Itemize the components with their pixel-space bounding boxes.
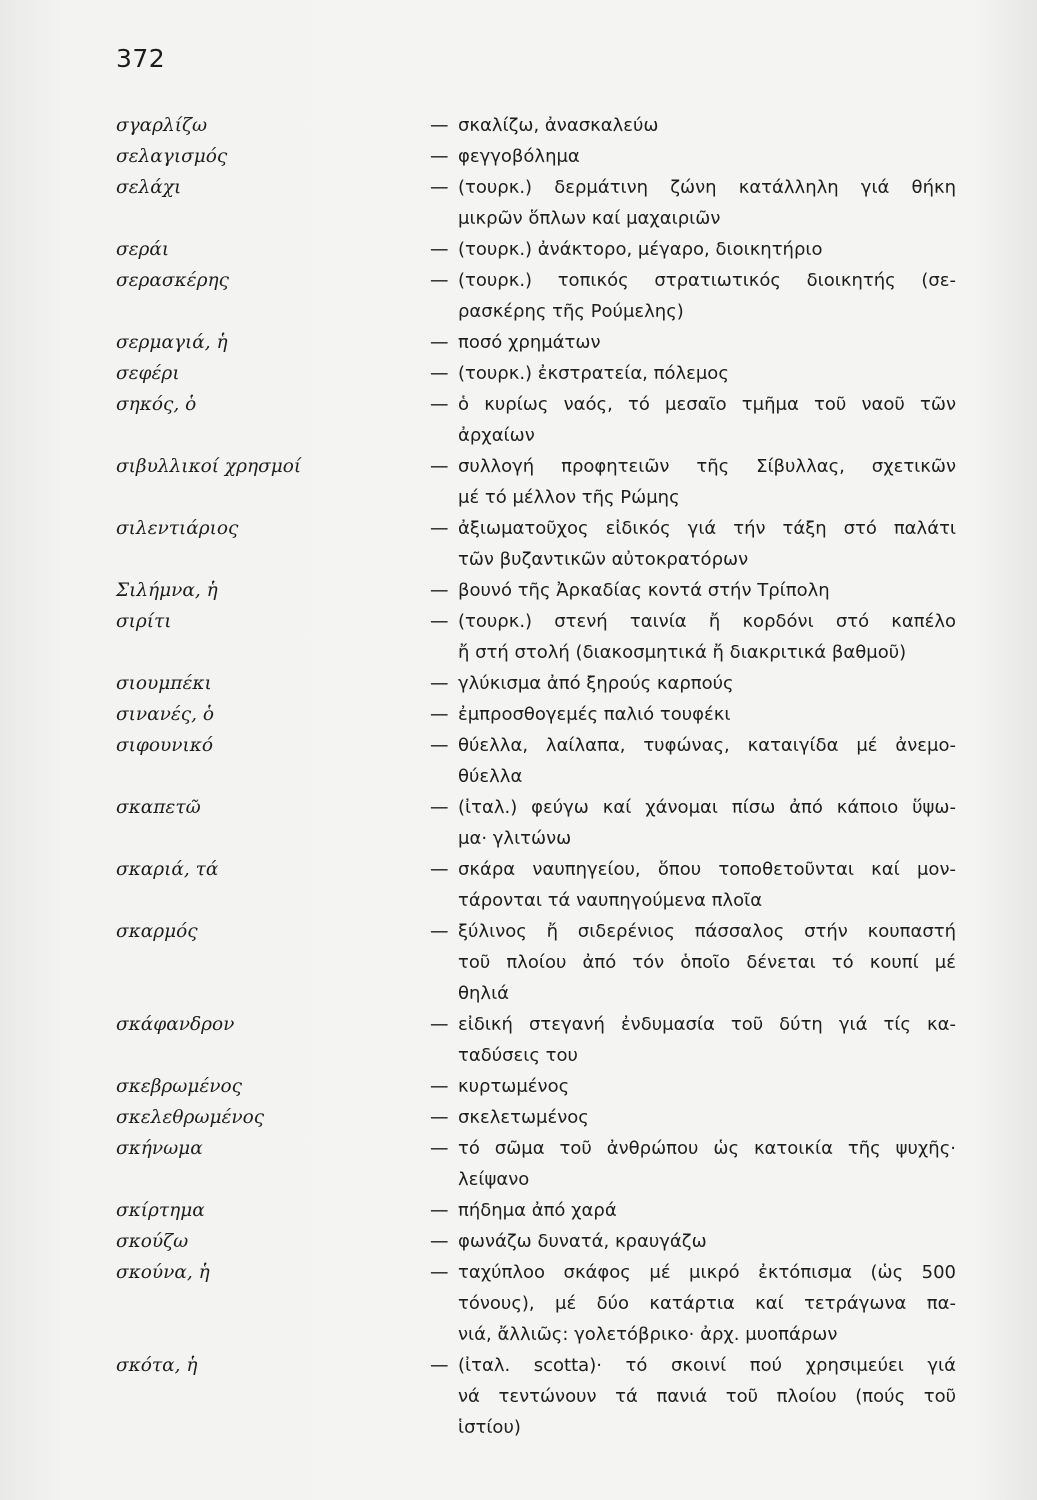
glossary-entry xyxy=(0,1133,1037,1195)
entry-dash: — xyxy=(430,859,449,880)
entry-definition xyxy=(458,1195,956,1226)
entry-definition xyxy=(458,1350,956,1443)
entry-term: σερασκέρης xyxy=(116,270,229,291)
definition-line: (τουρκ.) ἐκστρατεία, πόλεμος xyxy=(458,363,729,384)
definition-line: συλλογή προφητειῶν τῆς Σίβυλλας, σχετικῶν xyxy=(458,456,956,477)
entry-definition xyxy=(458,1257,956,1350)
entry-definition xyxy=(458,606,956,668)
entry-definition xyxy=(458,668,956,699)
entry-term: σκήνωμα xyxy=(116,1138,203,1159)
entry-dash: — xyxy=(430,1200,449,1221)
glossary-entry xyxy=(0,1195,1037,1226)
entry-dash: — xyxy=(430,1262,449,1283)
entry-dash: — xyxy=(430,456,449,477)
entry-definition xyxy=(458,358,956,389)
entry-dash: — xyxy=(430,115,449,136)
entry-term: σιφουνικό xyxy=(116,735,213,756)
entry-dash: — xyxy=(430,363,449,384)
entry-term: σκαρμός xyxy=(116,921,198,942)
glossary-entry xyxy=(0,668,1037,699)
entry-definition xyxy=(458,451,956,513)
definition-line: σκάρα ναυπηγείου, ὅπου τοποθετοῦνται καί μον- xyxy=(458,859,956,880)
entry-dash: — xyxy=(430,1355,449,1376)
entry-definition xyxy=(458,172,956,234)
definition-line: τοῦ πλοίου ἀπό τόν ὁποῖο δένεται τό κουπί μέ xyxy=(458,952,956,973)
glossary-entry xyxy=(0,327,1037,358)
glossary-entry xyxy=(0,792,1037,854)
definition-line: φεγγοβόλημα xyxy=(458,146,580,167)
definition-line: ἀξιωματοῦχος εἰδικός γιά τήν τάξη στό παλάτι xyxy=(458,518,956,539)
definition-line: τῶν βυζαντικῶν αὐτοκρατόρων xyxy=(458,549,749,570)
entry-dash: — xyxy=(430,735,449,756)
entry-definition xyxy=(458,1009,956,1071)
entry-term: σιβυλλικοί χρησμοί xyxy=(116,456,302,477)
entry-dash: — xyxy=(430,239,449,260)
definition-line: ταχύπλοο σκάφος μέ μικρό ἐκτόπισμα (ὡς 500 xyxy=(458,1262,956,1283)
entry-definition xyxy=(458,792,956,854)
entry-term: σηκός, ὁ xyxy=(116,394,197,415)
definition-line: (τουρκ.) δερμάτινη ζώνη κατάλληλη γιά θήκη xyxy=(458,177,956,198)
definition-line: τό σῶμα τοῦ ἀνθρώπου ὡς κατοικία τῆς ψυχῆς· xyxy=(458,1138,956,1159)
glossary-entry xyxy=(0,389,1037,451)
definition-line: (ἰταλ. scotta)· τό σκοινί πού χρησιμεύει γιά xyxy=(458,1355,956,1376)
entry-dash: — xyxy=(430,1138,449,1159)
definition-line: λείψανο xyxy=(458,1169,530,1190)
glossary-entry xyxy=(0,513,1037,575)
entry-term: σκεβρωμένος xyxy=(116,1076,243,1097)
entry-dash: — xyxy=(430,177,449,198)
glossary-entry xyxy=(0,141,1037,172)
entry-definition xyxy=(458,265,956,327)
glossary-entry xyxy=(0,854,1037,916)
entry-term: σιουμπέκι xyxy=(116,673,212,694)
entry-term: σκίρτημα xyxy=(116,1200,205,1221)
entry-definition xyxy=(458,730,956,792)
glossary-entry xyxy=(0,1226,1037,1257)
entry-term: σιρίτι xyxy=(116,611,172,632)
entry-term: σελαγισμός xyxy=(116,146,228,167)
glossary-entry xyxy=(0,606,1037,668)
entry-term: σκαριά, τά xyxy=(116,859,219,880)
glossary-entry xyxy=(0,575,1037,606)
entry-dash: — xyxy=(430,921,449,942)
entry-definition xyxy=(458,327,956,358)
definition-line: σκελετωμένος xyxy=(458,1107,589,1128)
glossary-entry xyxy=(0,1257,1037,1350)
entry-definition xyxy=(458,389,956,451)
entry-dash: — xyxy=(430,673,449,694)
entry-dash: — xyxy=(430,394,449,415)
entry-term: σκάφανδρον xyxy=(116,1014,235,1035)
definition-line: (τουρκ.) στενή ταινία ἤ κορδόνι στό καπέλο xyxy=(458,611,956,632)
definition-line: ἀρχαίων xyxy=(458,425,535,446)
definition-line: τάρονται τά ναυπηγούμενα πλοῖα xyxy=(458,890,763,911)
entry-term: σελάχι xyxy=(116,177,182,198)
entry-definition xyxy=(458,1102,956,1133)
entry-dash: — xyxy=(430,1076,449,1097)
definition-line: ὁ κυρίως ναός, τό μεσαῖο τμῆμα τοῦ ναοῦ τῶν xyxy=(458,394,956,415)
entry-term: σερμαγιά, ἡ xyxy=(116,332,228,353)
definition-line: θηλιά xyxy=(458,983,510,1004)
definition-line: ἱστίου) xyxy=(458,1417,521,1438)
entry-term: σεφέρι xyxy=(116,363,180,384)
glossary-entry xyxy=(0,110,1037,141)
definition-line: θύελλα, λαίλαπα, τυφώνας, καταιγίδα μέ ἀνεμο- xyxy=(458,735,956,756)
entry-term: σιλεντιάριος xyxy=(116,518,239,539)
entry-dash: — xyxy=(430,1014,449,1035)
definition-line: ταδύσεις του xyxy=(458,1045,578,1066)
entry-definition xyxy=(458,513,956,575)
entry-term: σγαρλίζω xyxy=(116,115,208,136)
definition-line: ποσό χρημάτων xyxy=(458,332,601,353)
definition-line: μέ τό μέλλον τῆς Ρώμης xyxy=(458,487,680,508)
entry-dash: — xyxy=(430,704,449,725)
glossary-entry xyxy=(0,451,1037,513)
definition-line: (τουρκ.) ἀνάκτορο, μέγαρο, διοικητήριο xyxy=(458,239,823,260)
entry-dash: — xyxy=(430,332,449,353)
glossary-entry xyxy=(0,730,1037,792)
entry-definition xyxy=(458,916,956,1009)
entry-term: σεράι xyxy=(116,239,170,260)
definition-line: ρασκέρης τῆς Ρούμελης) xyxy=(458,301,684,322)
definition-line: νιά, ἄλλιῶς: γολετόβρικο· ἀρχ. μυοπάρων xyxy=(458,1324,838,1345)
glossary-entry xyxy=(0,699,1037,730)
page-number: 372 xyxy=(116,44,166,73)
entry-definition xyxy=(458,575,956,606)
entry-term: σκούνα, ἡ xyxy=(116,1262,210,1283)
entry-definition xyxy=(458,234,956,265)
entry-term: σινανές, ὁ xyxy=(116,704,215,725)
entry-dash: — xyxy=(430,797,449,818)
definition-line: τόνους), μέ δύο κατάρτια καί τετράγωνα πα- xyxy=(458,1293,956,1314)
definition-line: μικρῶν ὅπλων καί μαχαιριῶν xyxy=(458,208,721,229)
entry-dash: — xyxy=(430,270,449,291)
entry-definition xyxy=(458,141,956,172)
entry-definition xyxy=(458,699,956,730)
definition-line: ἐμπροσθογεμές παλιό τουφέκι xyxy=(458,704,731,725)
glossary-entry xyxy=(0,1009,1037,1071)
entry-term: σκότα, ἡ xyxy=(116,1355,198,1376)
definition-line: βουνό τῆς Ἀρκαδίας κοντά στήν Τρίπολη xyxy=(458,580,830,601)
definition-line: νά τεντώνουν τά πανιά τοῦ πλοίου (πούς τοῦ xyxy=(458,1386,956,1407)
definition-line: (ἰταλ.) φεύγω καί χάνομαι πίσω ἀπό κάποιο ὕψω- xyxy=(458,797,956,818)
entry-dash: — xyxy=(430,1231,449,1252)
definition-line: ἤ στή στολή (διακοσμητικά ἤ διακριτικά βαθμοῦ) xyxy=(458,642,907,663)
glossary-entries xyxy=(0,110,1037,1443)
glossary-entry xyxy=(0,1350,1037,1443)
definition-line: φωνάζω δυνατά, κραυγάζω xyxy=(458,1231,707,1252)
entry-definition xyxy=(458,1071,956,1102)
glossary-entry xyxy=(0,358,1037,389)
glossary-entry xyxy=(0,1102,1037,1133)
definition-line: ξύλινος ἤ σιδερένιος πάσσαλος στήν κουπαστή xyxy=(458,921,956,942)
definition-line: κυρτωμένος xyxy=(458,1076,570,1097)
entry-dash: — xyxy=(430,518,449,539)
definition-line: εἰδική στεγανή ἐνδυμασία τοῦ δύτη γιά τίς κα- xyxy=(458,1014,956,1035)
entry-dash: — xyxy=(430,146,449,167)
definition-line: σκαλίζω, ἀνασκαλεύω xyxy=(458,115,659,136)
entry-term: σκούζω xyxy=(116,1231,189,1252)
glossary-entry xyxy=(0,916,1037,1009)
entry-term: σκαπετῶ xyxy=(116,797,201,818)
definition-line: γλύκισμα ἀπό ξηρούς καρπούς xyxy=(458,673,734,694)
definition-line: μα· γλιτώνω xyxy=(458,828,572,849)
glossary-entry xyxy=(0,172,1037,234)
entry-term: Σιλήμνα, ἡ xyxy=(116,580,218,601)
entry-term: σκελεθρωμένος xyxy=(116,1107,265,1128)
entry-dash: — xyxy=(430,580,449,601)
definition-line: πήδημα ἀπό χαρά xyxy=(458,1200,617,1221)
definition-line: θύελλα xyxy=(458,766,523,787)
entry-definition xyxy=(458,1133,956,1195)
entry-dash: — xyxy=(430,611,449,632)
glossary-entry xyxy=(0,234,1037,265)
definition-line: (τουρκ.) τοπικός στρατιωτικός διοικητής (σε- xyxy=(458,270,956,291)
entry-definition xyxy=(458,1226,956,1257)
entry-definition xyxy=(458,110,956,141)
glossary-entry xyxy=(0,265,1037,327)
glossary-entry xyxy=(0,1071,1037,1102)
entry-definition xyxy=(458,854,956,916)
entry-dash: — xyxy=(430,1107,449,1128)
